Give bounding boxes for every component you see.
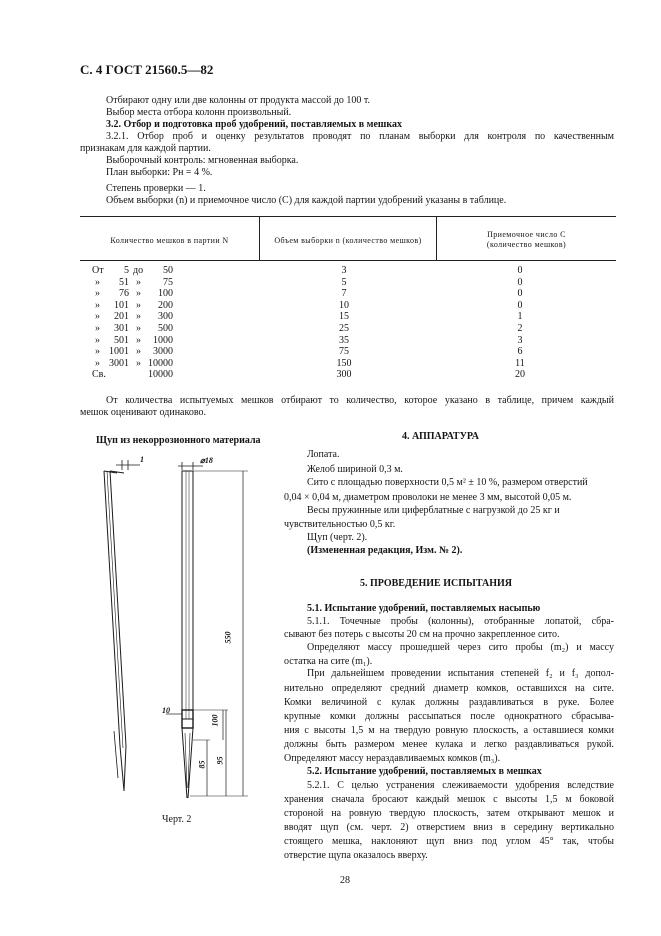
- table-cell: Св.: [92, 369, 106, 381]
- paragraph-5-1-1-line-1: 5.1.1. Точечные пробы (колонны), отобранные лопатой, сбра-: [307, 616, 614, 627]
- table-cell: 15: [339, 311, 349, 323]
- paragraph-5-2-1-line-2: хранения сначала бросают каждый мешок с высоты 1,5 м боковой: [284, 794, 614, 805]
- dimension-label-diameter-18: ⌀18: [200, 456, 213, 465]
- table-cell: »: [95, 346, 100, 358]
- section-4-title: 4. АППАРАТУРА: [402, 431, 479, 442]
- probe-side-view: [104, 471, 126, 791]
- table-cell: 51: [119, 276, 129, 288]
- table-cell: 7: [341, 288, 347, 300]
- equipment-line-4: 0,04 × 0,04 м, диаметром проволоки не менее 3 мм, высотой 0,05 м.: [284, 492, 572, 503]
- table-cell: 50: [163, 265, 173, 276]
- table-header-sample-size: Объем выборки n (количество мешков): [274, 236, 422, 245]
- equipment-line-5: Весы пружинные или циферблатные с нагрузкой до 25 кг и: [307, 505, 560, 516]
- dimension-label-100: 100: [210, 714, 220, 727]
- after-table-line-2: мешок оценивают одинаково.: [80, 407, 207, 418]
- intro-line-4: План выборки: Pн = 4 %.: [106, 167, 213, 178]
- table-header-acceptance-unit: (количество мешков): [486, 240, 567, 249]
- equipment-line-2: Желоб шириной 0,3 м.: [307, 464, 403, 475]
- section-5-title: 5. ПРОВЕДЕНИЕ ИСПЫТАНИЯ: [360, 578, 512, 589]
- table-cell: »: [95, 276, 100, 288]
- table-cell: 0: [517, 276, 523, 288]
- table-cell: 11: [515, 357, 525, 369]
- equipment-line-6: чувствительностью 0,5 кг.: [284, 519, 396, 530]
- intro-line-3: Выборочный контроль: мгновенная выборка.: [106, 155, 299, 166]
- intro-line-5: Степень проверки — 1.: [106, 183, 206, 194]
- table-cell: 300: [158, 311, 173, 323]
- table-cell: От: [92, 265, 104, 276]
- table-cell: »: [136, 346, 141, 358]
- equipment-line-3: Сито с площадью поверхности 0,5 м² ± 10 %, размером отверстий: [307, 477, 588, 488]
- section-3-2-heading: 3.2. Отбор и подготовка проб удобрений, поставляемых в мешках: [106, 119, 402, 130]
- table-cell: 75: [163, 276, 173, 288]
- table-cell: до: [133, 265, 144, 276]
- paragraph-degree-line-1: При дальнейшем проведении испытания степеней f₂ и f₃ допол-: [307, 668, 614, 679]
- table-cell: 100: [158, 288, 173, 300]
- dimension-label-1: 1: [140, 455, 144, 464]
- table-cell: »: [136, 311, 141, 323]
- probe-drawing: [80, 448, 280, 818]
- paragraph-3-2-1-line-2: признакам для каждой партии.: [80, 143, 211, 154]
- table-cell: »: [95, 357, 100, 369]
- table-cell: 10000: [148, 369, 173, 381]
- table-cell: 75: [339, 346, 349, 358]
- table-cell: 0: [517, 265, 523, 276]
- table-cell: »: [95, 288, 100, 300]
- equipment-line-1: Лопата.: [307, 449, 340, 460]
- table-cell: 150: [336, 357, 352, 369]
- paragraph-degree-line-2: нительно определяют средний диаметр комков, оставшихся на сите.: [284, 683, 614, 694]
- table-cell: 3001: [109, 357, 129, 369]
- paragraph-mass-line-2: остатка на сите (m₁).: [284, 656, 373, 667]
- intro-line-6: Объем выборки (n) и приемочное число (C) для каждой партии удобрений указаны в таблице.: [106, 195, 507, 206]
- section-5-2-heading: 5.2. Испытание удобрений, поставляемых в мешках: [307, 766, 542, 777]
- dimension-1: [116, 460, 140, 470]
- table-cell: »: [95, 322, 100, 334]
- table-column-sample-size: [324, 265, 364, 381]
- dimension-label-85: 85: [197, 760, 207, 769]
- table-cell: 1001: [109, 346, 129, 358]
- table-column-to: [140, 265, 173, 381]
- table-cell: 3: [517, 334, 523, 346]
- table-cell: 3: [341, 265, 347, 276]
- page-number: 28: [340, 875, 350, 886]
- dimension-label-10: 10: [162, 706, 170, 715]
- paragraph-5-2-1-line-3: стороной на ровную твердую плоскость, затем открывают мешок и: [284, 808, 614, 819]
- paragraph-degree-line-4: крупные комки должны рассыпаться после однократного сбрасыва-: [284, 711, 614, 722]
- figure-title: Щуп из некоррозионного материала: [96, 435, 261, 446]
- after-table-line-1: От количества испытуемых мешков отбирают то количество, которое указано в таблице, причем каждый: [106, 395, 614, 406]
- table-cell: 0: [517, 288, 523, 300]
- table-cell: 200: [158, 299, 173, 311]
- paragraph-5-2-1-line-1: 5.2.1. С целью устранения слеживаемости удобрения вследствие: [307, 780, 614, 791]
- table-cell: »: [136, 288, 141, 300]
- section-5-1-heading: 5.1. Испытание удобрений, поставляемых насыпью: [307, 603, 541, 614]
- dimension-label-95: 95: [215, 756, 225, 765]
- table-column-from: [100, 265, 129, 381]
- table-cell: »: [136, 276, 141, 288]
- intro-line-1: Отбирают одну или две колонны от продукта массой до 100 т.: [106, 95, 371, 106]
- paragraph-degree-line-3: Комки величиной с кулак должны раздавливаться в руке. Более: [284, 697, 614, 708]
- paragraph-degree-line-6: должны быть размером менее кулака и легко раздавливаться рукой.: [284, 739, 614, 750]
- page-header: С. 4 ГОСТ 21560.5—82: [80, 62, 214, 77]
- table-cell: 1: [517, 311, 523, 323]
- table-cell: »: [136, 322, 141, 334]
- paragraph-degree-line-5: ния с высоты 1,5 м на твердую ровную плоскость, а оставшиеся комки: [284, 725, 614, 736]
- table-cell: 300: [336, 369, 352, 381]
- table-cell: »: [136, 357, 141, 369]
- table-header-acceptance-number: Приемочное число C: [487, 230, 566, 239]
- table-cell: 5: [341, 276, 347, 288]
- paragraph-mass-line-1: Определяют массу прошедшей через сито пробы (m₂) и массу: [307, 642, 614, 653]
- table-cell: 500: [158, 322, 173, 334]
- table-cell: »: [95, 334, 100, 346]
- paragraph-degree-line-7: Определяют массу нераздавливаемых комков (m₃).: [284, 753, 501, 764]
- paragraph-5-2-1-line-5: стоящего мешка, наклоняют щуп вниз под углом 45° так, чтобы: [284, 836, 614, 847]
- paragraph-5-2-1-line-6: отверстие щупа оказалось вверху.: [284, 850, 428, 861]
- table-cell: 2: [517, 322, 523, 334]
- table-cell: 25: [339, 322, 349, 334]
- probe-front-view: [166, 462, 248, 798]
- table-cell: 3000: [153, 346, 173, 358]
- table-cell: 6: [517, 346, 523, 358]
- equipment-line-7: Щуп (черт. 2).: [307, 532, 368, 543]
- table-cell: [100, 369, 129, 381]
- table-cell: 5: [124, 265, 129, 276]
- amendment-note: (Измененная редакция, Изм. № 2).: [307, 545, 463, 556]
- table-cell: 301: [114, 322, 129, 334]
- intro-line-2: Выбор места отбора колонн произвольный.: [106, 107, 292, 118]
- table-cell: 76: [119, 288, 129, 300]
- table-cell: »: [136, 334, 141, 346]
- figure-caption: Черт. 2: [162, 814, 192, 825]
- table-cell: 20: [515, 369, 525, 381]
- paragraph-5-1-1-line-2: сывают без потерь с высоты 20 см на прочно закрепленное сито.: [284, 629, 560, 640]
- table-cell: 1000: [153, 334, 173, 346]
- table-cell: »: [136, 299, 141, 311]
- dimension-label-550: 550: [223, 631, 233, 644]
- table-cell: 201: [114, 311, 129, 323]
- paragraph-5-2-1-line-4: вводят щуп (см. черт. 2) отверстием вниз в середину вертикально: [284, 822, 614, 833]
- table-cell: »: [95, 299, 100, 311]
- table-cell: 10: [339, 299, 349, 311]
- table-cell: 35: [339, 334, 349, 346]
- table-cell: 0: [517, 299, 523, 311]
- table-header-lot-size: Количество мешков в партии N: [110, 236, 229, 245]
- table-cell: 10000: [148, 357, 173, 369]
- table-column-acceptance-number: [505, 265, 535, 381]
- table-cell: 501: [114, 334, 129, 346]
- table-cell: »: [95, 311, 100, 323]
- paragraph-3-2-1-line-1: 3.2.1. Отбор проб и оценку результатов проводят по планам выборки для контроля по качественным: [106, 131, 614, 142]
- table-cell: 101: [114, 299, 129, 311]
